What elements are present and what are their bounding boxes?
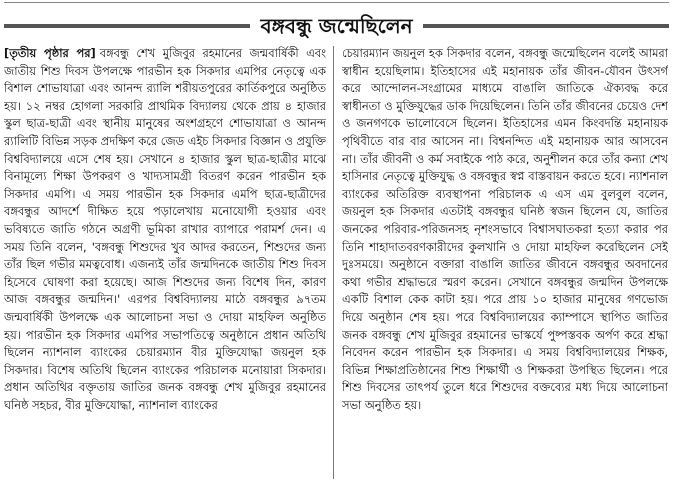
article-paragraph-left — [4, 45, 326, 414]
article-column-right — [342, 45, 668, 481]
top-border-line — [4, 2, 669, 3]
column-divider — [333, 46, 334, 479]
headline-rule-left — [4, 24, 250, 28]
left-column-text: বঙ্গবন্ধু শেখ মুজিবুর রহমানের জন্মবার্ষিকী এবং জাতীয় শিশু দিবস উপলক্ষে পারভীন হক সিকদার এমপির নেতৃত্বে এক বিশাল শোভাযাত্রা এবং আনন্দ র‍্যালি শরীয়তপুরের কার্তিকপুরে অনুষ্ঠিত হয়। ১২ নম্বর হোগলা সরকারি প্রাথমিক বিদ্যালয় থেকে প্রায় ৪ হাজার স্কুল ছাত্র-ছাত্রী এবং স্থানীয় মানুষের অংশগ্রহণে শোভাযাত্রা ও আনন্দ র‍্যালিটি বিভিন্ন সড়ক প্রদক্ষিণ করে জেড এইচ সিকদার বিজ্ঞান ও প্রযুক্তি বিশ্ববিদ্যালয়ে এসে শেষ হয়। সেখানে ৪ হাজার স্কুল ছাত্র-ছাত্রীর মাঝে বিনামূল্যে শিক্ষা উপকরণ ও খাদ্যসামগ্রী বিতরণ করেন পারভীন হক সিকদার এমপি। এ সময় পারভীন হক সিকদার এমপি ছাত্র-ছাত্রীদের বঙ্গবন্ধুর আদর্শে দীক্ষিত হয়ে পড়ালেখায় মনোযোগী হওয়ার এবং ভবিষ্যতে জাতি গঠনে অগ্রণী ভূমিকা রাখার ব্যাপারে পরামর্শ দেন। এ সময় তিনি বলেন, 'বঙ্গবন্ধু শিশুদের খুব আদর করতেন, শিশুদের জন্য তাঁর ছিল গভীর মমত্ববোধ। এজন্যই তাঁর জন্মদিনকে জাতীয় শিশু দিবস হিসেবে ঘোষণা করা হয়েছে। আজ শিশুদের জন্য বিশেষ দিন, কারণ আজ বঙ্গবন্ধুর জন্মদিন।' এরপর বিশ্ববিদ্যালয় মাঠে বঙ্গবন্ধুর ৯৭তম জন্মবার্ষিকী উপলক্ষে এক আলোচনা সভা ও দোয়া মাহফিল অনুষ্ঠিত হয়। পারভীন হক সিকদার এমপির সভাপতিত্বে অনুষ্ঠানে প্রধান অতিথি ছিলেন ন্যাশনাল ব্যাংকের চেয়ারম্যান বীর মুক্তিযোদ্ধা জয়নুল হক সিকদার। বিশেষ অতিথি ছিলেন ব্যাংকের পরিচালক মনোয়ারা সিকদার। প্রধান অতিথির বক্তৃতায় জাতির জনক বঙ্গবন্ধু শেখ মুজিবুর রহমানের ঘনিষ্ঠ সহচর, বীর মুক্তিযোদ্ধা, ন্যাশনাল ব্যাংকের — [4, 46, 326, 412]
continuation-marker: [তৃতীয় পৃষ্ঠার পর] — [4, 46, 96, 60]
headline-bar — [4, 12, 669, 40]
article-paragraph-right: চেয়ারম্যান জয়নুল হক সিকদার বলেন, বঙ্গবন্ধু জন্মেছিলেন বলেই আমরা স্বাধীন হয়েছিলাম। ইতিহাসের এই মহানায়ক তাঁর জীবন-যৌবন উৎসর্গ করে আন্দোলন-সংগ্রামের মাধ্যমে বাঙালি জাতিকে ঐক্যবদ্ধ করে স্বাধীনতা ও মুক্তিযুদ্ধের ডাক দিয়েছিলেন। তিনি তাঁর জীবনের চেয়েও দেশ ও জনগণকে ভালোবেসে ছিলেন। ইতিহাসের এমন কিংবদন্তি মহানায়ক পৃথিবীতে বার বার আসেন না। বিশ্বনন্দিত এই মহানায়ক আর আসবেন না। তাঁর জীবনী ও কর্ম সবাইকে পাঠ করে, অনুশীলন করে তাঁর কন্যা শেখ হাসিনার নেতৃত্বে মুক্তিযুদ্ধ ও বঙ্গবন্ধুর স্বপ্ন বাস্তবায়ন করতে হবে। ন্যাশনাল ব্যাংকের অতিরিক্ত ব্যবস্থাপনা পরিচালক এ এস এম বুলবুল বলেন, জয়নুল হক সিকদার এতটাই বঙ্গবন্ধুর ঘনিষ্ঠ স্বজন ছিলেন যে, জাতির জনকের পরিবার-পরিজনসহ নৃশংসভাবে বিশ্বাসঘাতকরা হত্যা করার পর তিনি শাহাদাতবরণকারীদের কুলখানি ও দোয়া মাহফিল করেছিলেন সেই দুঃসময়ে। অনুষ্ঠানে বক্তারা বাঙালি জাতির জীবনে বঙ্গবন্ধুর অবদানের কথা গভীর শ্রদ্ধাভরে স্মরণ করেন। সেখানে বঙ্গবন্ধুর জন্মদিন উপলক্ষে একটি বিশাল কেক কাটা হয়। পরে প্রায় ১০ হাজার মানুষের গণভোজ দিয়ে অনুষ্ঠান শেষ হয়। পরে বিশ্ববিদ্যালয়ের ক্যাম্পাসে স্থাপিত জাতির জনক বঙ্গবন্ধু শেখ মুজিবুর রহমানের ভাস্কর্যে পুষ্পস্তবক অর্পণ করে শ্রদ্ধা নিবেদন করেন পারভীন হক সিকদার। এ সময় বিশ্ববিদ্যালয়ের শিক্ষক, বিভিন্ন শিক্ষাপ্রতিষ্ঠানের শিশু শিক্ষার্থী ও শিক্ষকরা উপস্থিত ছিলেন। পরে শিশু দিবসের তাৎপর্য তুলে ধরে শিশুদের বক্তব্যের মধ্য দিয়ে আলোচনা সভা অনুষ্ঠিত হয়। — [342, 46, 668, 412]
article-headline: বঙ্গবন্ধু জন্মেছিলেন — [260, 14, 413, 38]
article-column-left — [4, 45, 326, 481]
headline-rule-right — [423, 24, 669, 28]
